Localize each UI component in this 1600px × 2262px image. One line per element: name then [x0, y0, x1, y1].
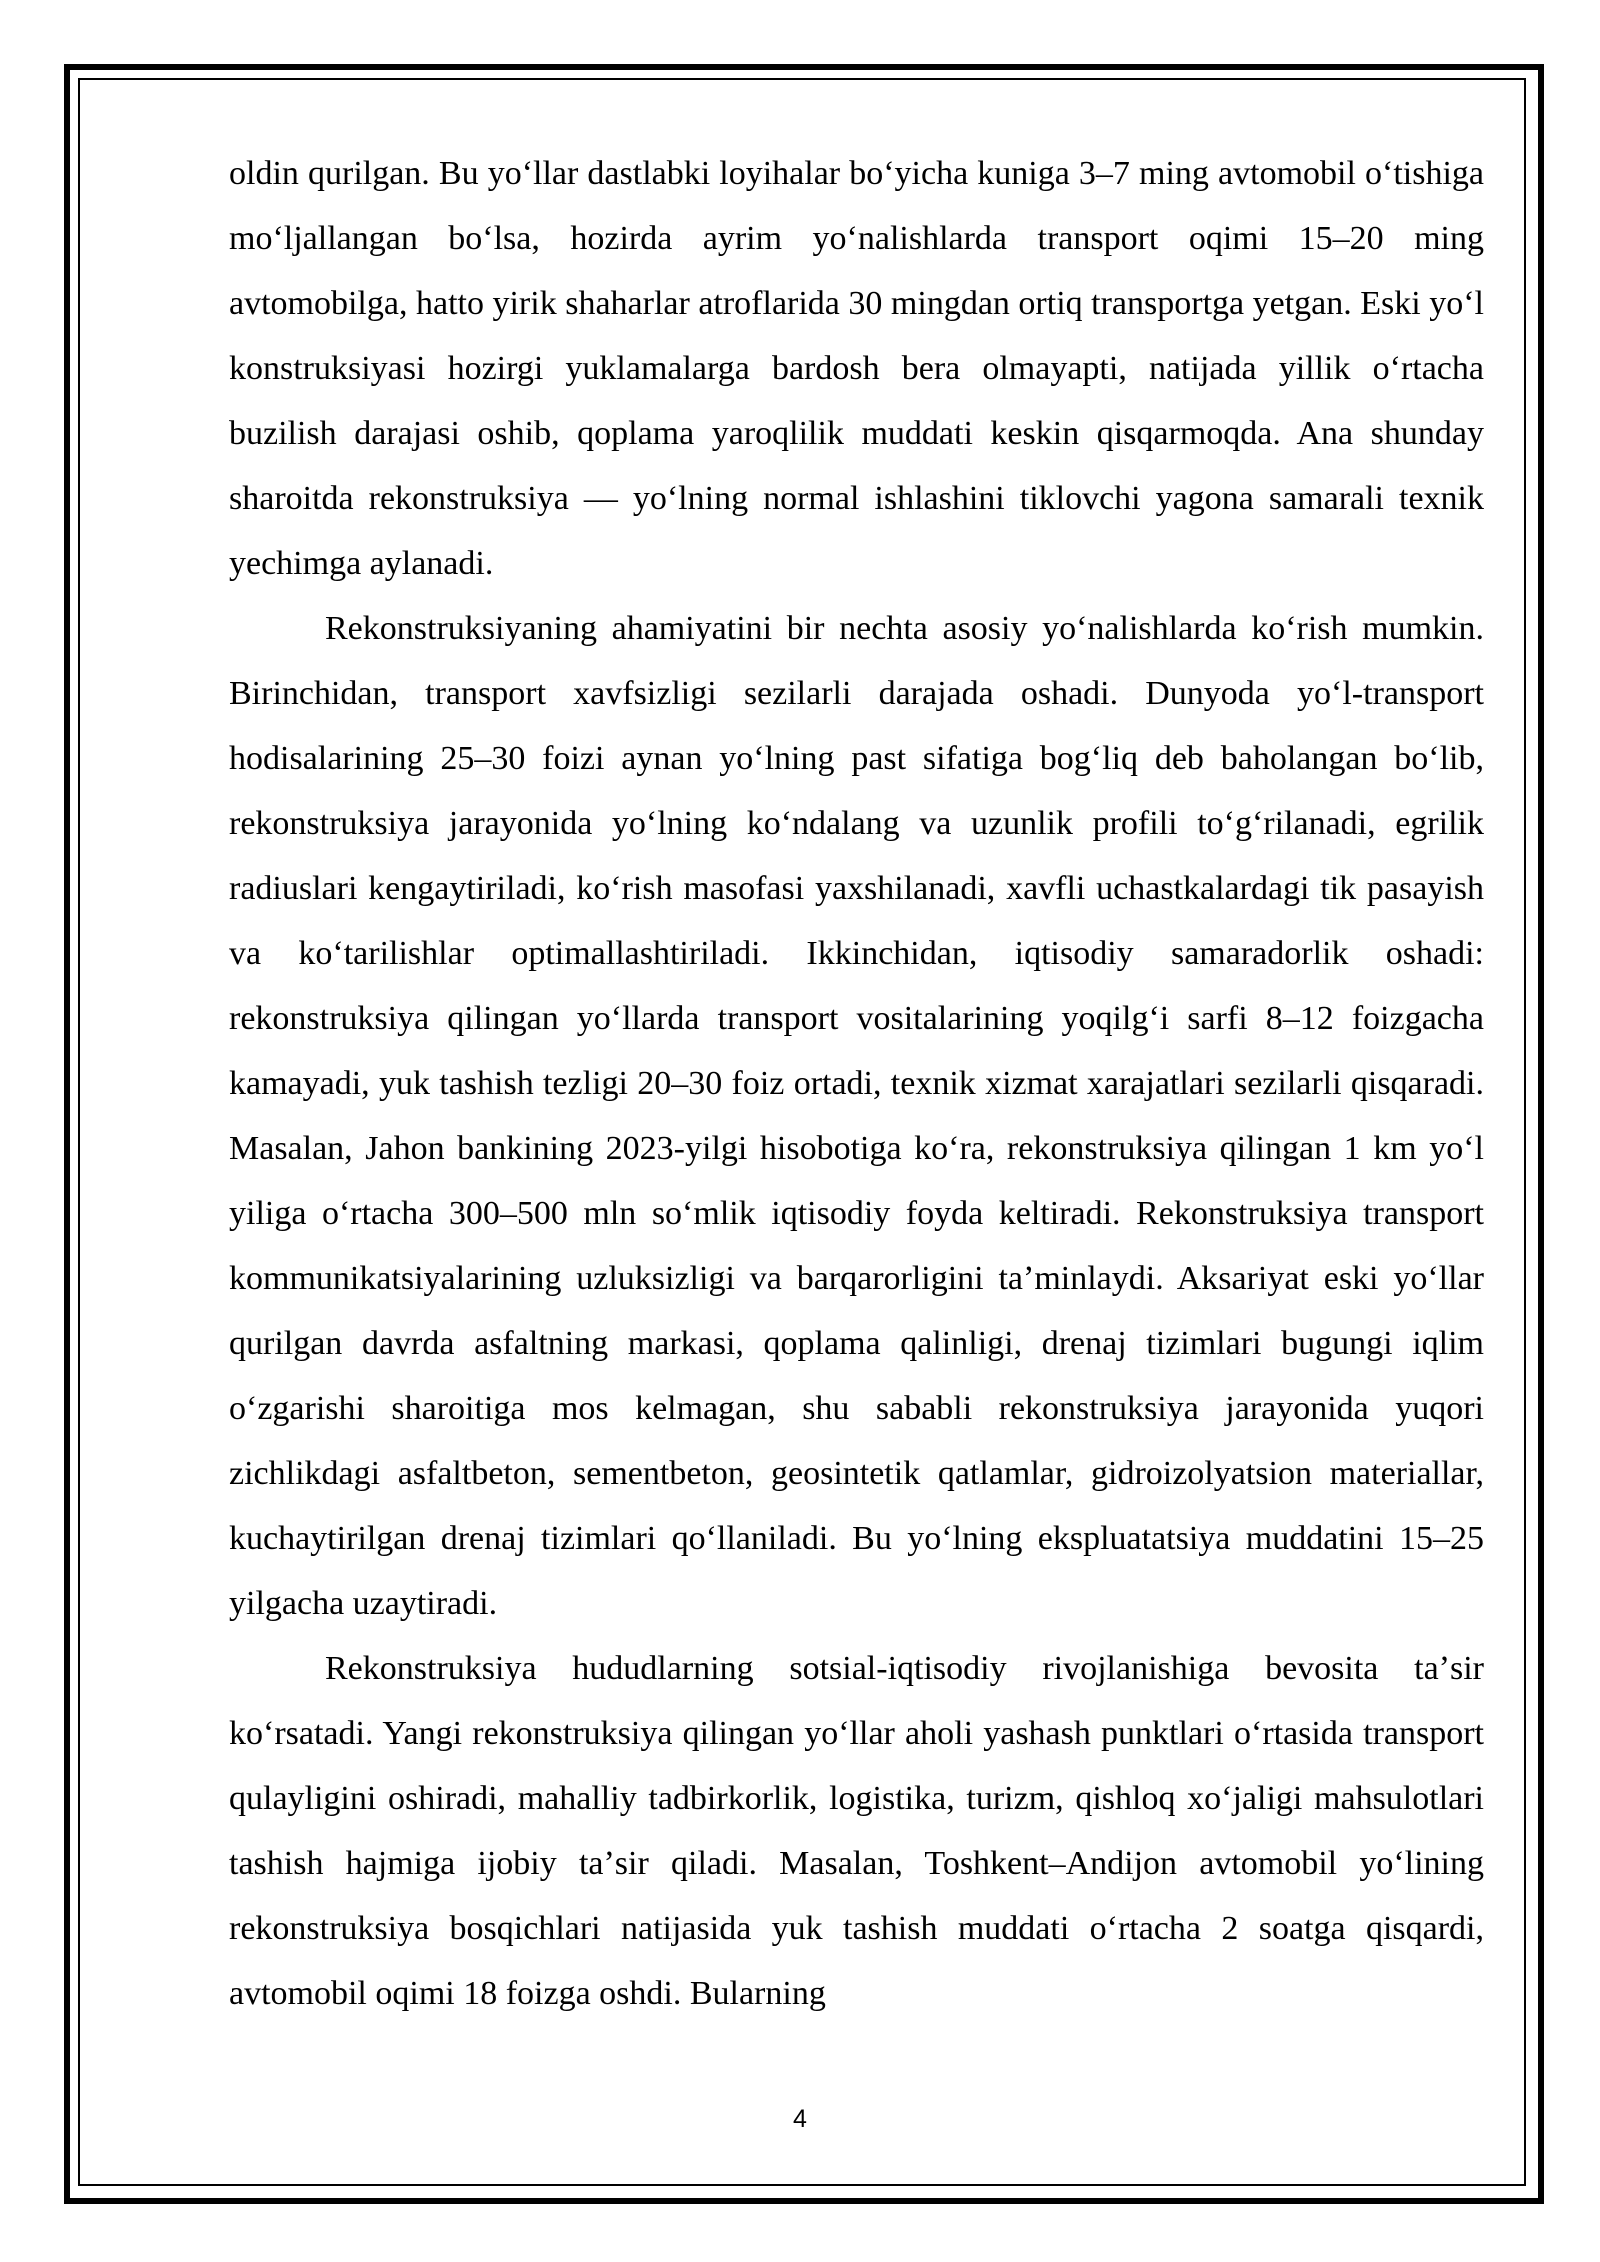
document-body [229, 141, 1484, 2026]
paragraph-1: oldin qurilgan. Bu yoʻllar dastlabki loyihalar boʻyicha kuniga 3–7 ming avtomobil oʻtishiga moʻljallangan boʻlsa, hozirda ayrim yoʻnalishlarda transport oqimi 15–20 ming avtomobilga, hatto yirik shaharlar atroflarida 30 mingdan ortiq transportga yetgan. Eski yoʻl konstruksiyasi hozirgi yuklamalarga bardosh bera olmayapti, natijada yillik oʻrtacha buzilish darajasi oshib, qoplama yaroqlilik muddati keskin qisqarmoqda. Ana shunday sharoitda rekonstruksiya — yoʻlning normal ishlashini tiklovchi yagona samarali texnik yechimga aylanadi. [229, 155, 1484, 582]
paragraph-2: Rekonstruksiyaning ahamiyatini bir nechta asosiy yoʻnalishlarda koʻrish mumkin. Birinchidan, transport xavfsizligi sezilarli darajada oshadi. Dunyoda yoʻl-transport hodisalarining 25–30 foizi aynan yoʻlning past sifatiga bogʻliq deb baholangan boʻlib, rekonstruksiya jarayonida yoʻlning koʻndalang va uzunlik profili toʻgʻrilanadi, egrilik radiuslari kengaytiriladi, koʻrish masofasi yaxshilanadi, xavfli uchastkalardagi tik pasayish va koʻtarilishlar optimallashtiriladi. Ikkinchidan, iqtisodiy samaradorlik oshadi: rekonstruksiya qilingan yoʻllarda transport vositalarining yoqilgʻi sarfi 8–12 foizgacha kamayadi, yuk tashish tezligi 20–30 foiz ortadi, texnik xizmat xarajatlari sezilarli qisqaradi. Masalan, Jahon bankining 2023-yilgi hisobotiga koʻra, rekonstruksiya qilingan 1 km yoʻl yiliga oʻrtacha 300–500 mln soʻmlik iqtisodiy foyda keltiradi. Rekonstruksiya transport kommunikatsiyalarining uzluksizligi va barqarorligini taʼminlaydi. Aksariyat eski yoʻllar qurilgan davrda asfaltning markasi, qoplama qalinligi, drenaj tizimlari bugungi iqlim oʻzgarishi sharoitiga mos kelmagan, shu sababli rekonstruksiya jarayonida yuqori zichlikdagi asfaltbeton, sementbeton, geosintetik qatlamlar, gidroizolyatsion materiallar, kuchaytirilgan drenaj tizimlari qoʻllaniladi. Bu yoʻlning ekspluatatsiya muddatini 15–25 yilgacha uzaytiradi. [229, 610, 1484, 1622]
page-number: 4 [793, 2105, 807, 2133]
paragraph-3: Rekonstruksiya hududlarning sotsial-iqtisodiy rivojlanishiga bevosita taʼsir koʻrsatadi. Yangi rekonstruksiya qilingan yoʻllar aholi yashash punktlari oʻrtasida transport qulayligini oshiradi, mahalliy tadbirkorlik, logistika, turizm, qishloq xoʻjaligi mahsulotlari tashish hajmiga ijobiy taʼsir qiladi. Masalan, Toshkent–Andijon avtomobil yoʻlining rekonstruksiya bosqichlari natijasida yuk tashish muddati oʻrtacha 2 soatga qisqardi, avtomobil oqimi 18 foizga oshdi. Bularning [229, 1650, 1484, 2012]
